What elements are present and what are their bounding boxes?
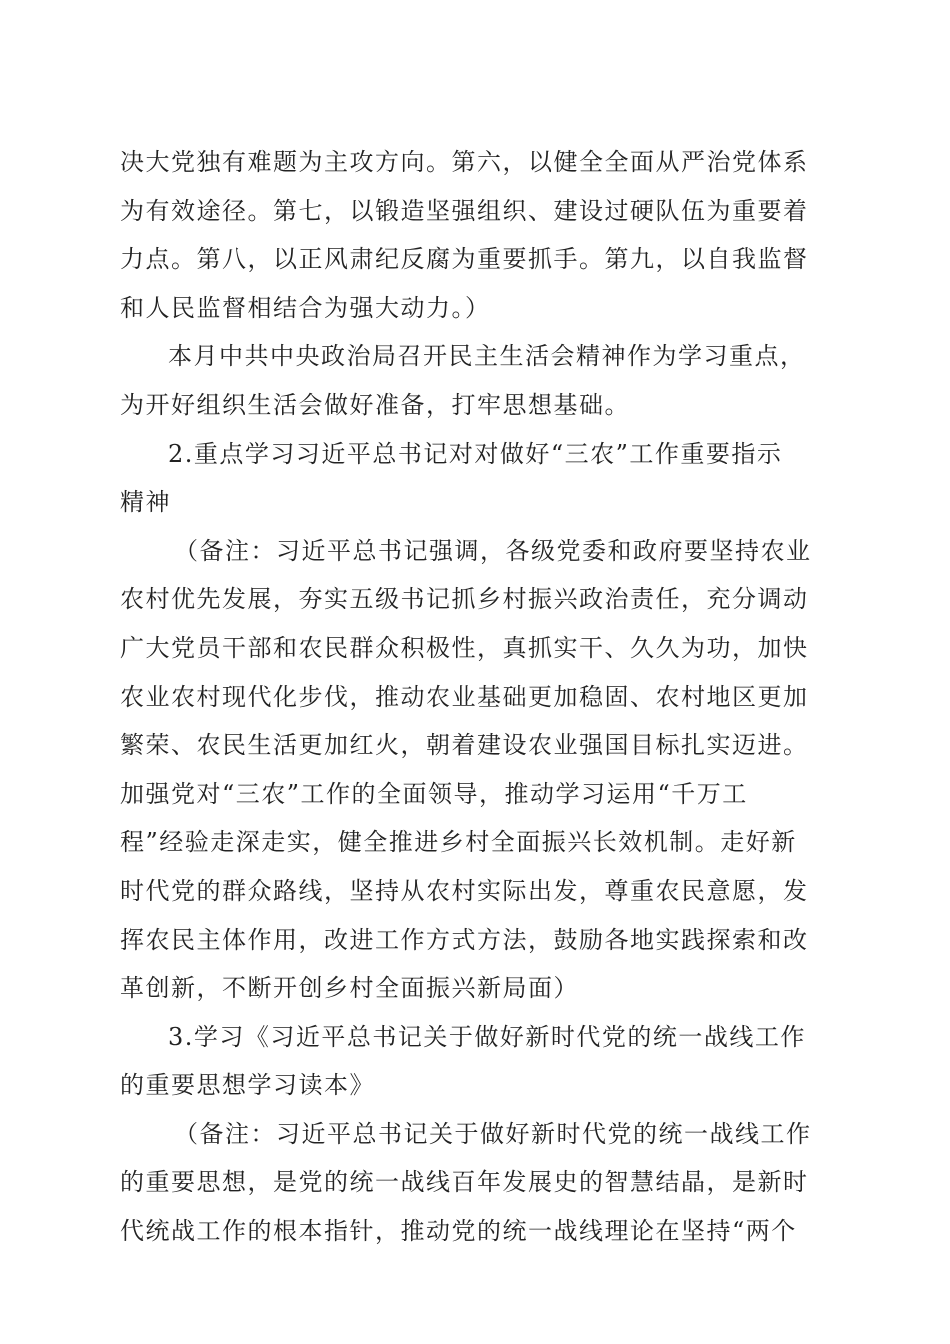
section-heading: 2.重点学习习近平总书记对对做好“三农”工作重要指示 xyxy=(168,439,783,468)
text-line: 和人民监督相结合为强大动力。） xyxy=(120,293,491,322)
note-line: 农业农村现代化步伐，推动农业基础更加稳固、农村地区更加 xyxy=(120,682,809,711)
note-line: 繁荣、农民生活更加红火，朝着建设农业强国目标扎实迈进。 xyxy=(120,731,809,760)
note-line: 革创新，不断开创乡村全面振兴新局面） xyxy=(120,974,579,1003)
text-line: 为有效途径。第七，以锻造坚强组织、建设过硬队伍为重要着 xyxy=(120,196,809,225)
text-line: 决大党独有难题为主攻方向。第六，以健全全面从严治党体系 xyxy=(120,148,809,176)
note-line: （备注：习近平总书记关于做好新时代党的统一战线工作 xyxy=(174,1119,812,1148)
note-line: 的重要思想，是党的统一战线百年发展史的智慧结晶，是新时 xyxy=(120,1168,809,1197)
note-line: 广大党员干部和农民群众积极性，真抓实干、久久为功，加快 xyxy=(120,633,809,662)
note-line: 挥农民主体作用，改进工作方式方法，鼓励各地实践探索和改 xyxy=(120,925,809,954)
note-line: 时代党的群众路线，坚持从农村实际出发，尊重农民意愿，发 xyxy=(120,876,809,905)
text-line: 力点。第八，以正风肃纪反腐为重要抓手。第九，以自我监督 xyxy=(120,245,809,274)
document-body xyxy=(120,138,832,1256)
note-line: 加强党对“三农”工作的全面领导，推动学习运用“千万工 xyxy=(120,779,748,808)
note-line: （备注：习近平总书记强调，各级党委和政府要坚持农业 xyxy=(174,536,812,565)
note-line: 程”经验走深走实，健全推进乡村全面振兴长效机制。走好新 xyxy=(120,828,797,857)
text-line: 本月中共中央政治局召开民主生活会精神作为学习重点， xyxy=(168,342,806,371)
text-line: 为开好组织生活会做好准备，打牢思想基础。 xyxy=(120,390,630,419)
section-heading: 精神 xyxy=(120,488,171,517)
note-line: 代统战工作的根本指针，推动党的统一战线理论在坚持“两个 xyxy=(120,1217,797,1246)
note-line: 农村优先发展，夯实五级书记抓乡村振兴政治责任，充分调动 xyxy=(120,585,809,614)
section-heading: 的重要思想学习读本》 xyxy=(120,1071,375,1100)
section-heading: 3.学习《习近平总书记关于做好新时代党的统一战线工作 xyxy=(168,1022,806,1051)
